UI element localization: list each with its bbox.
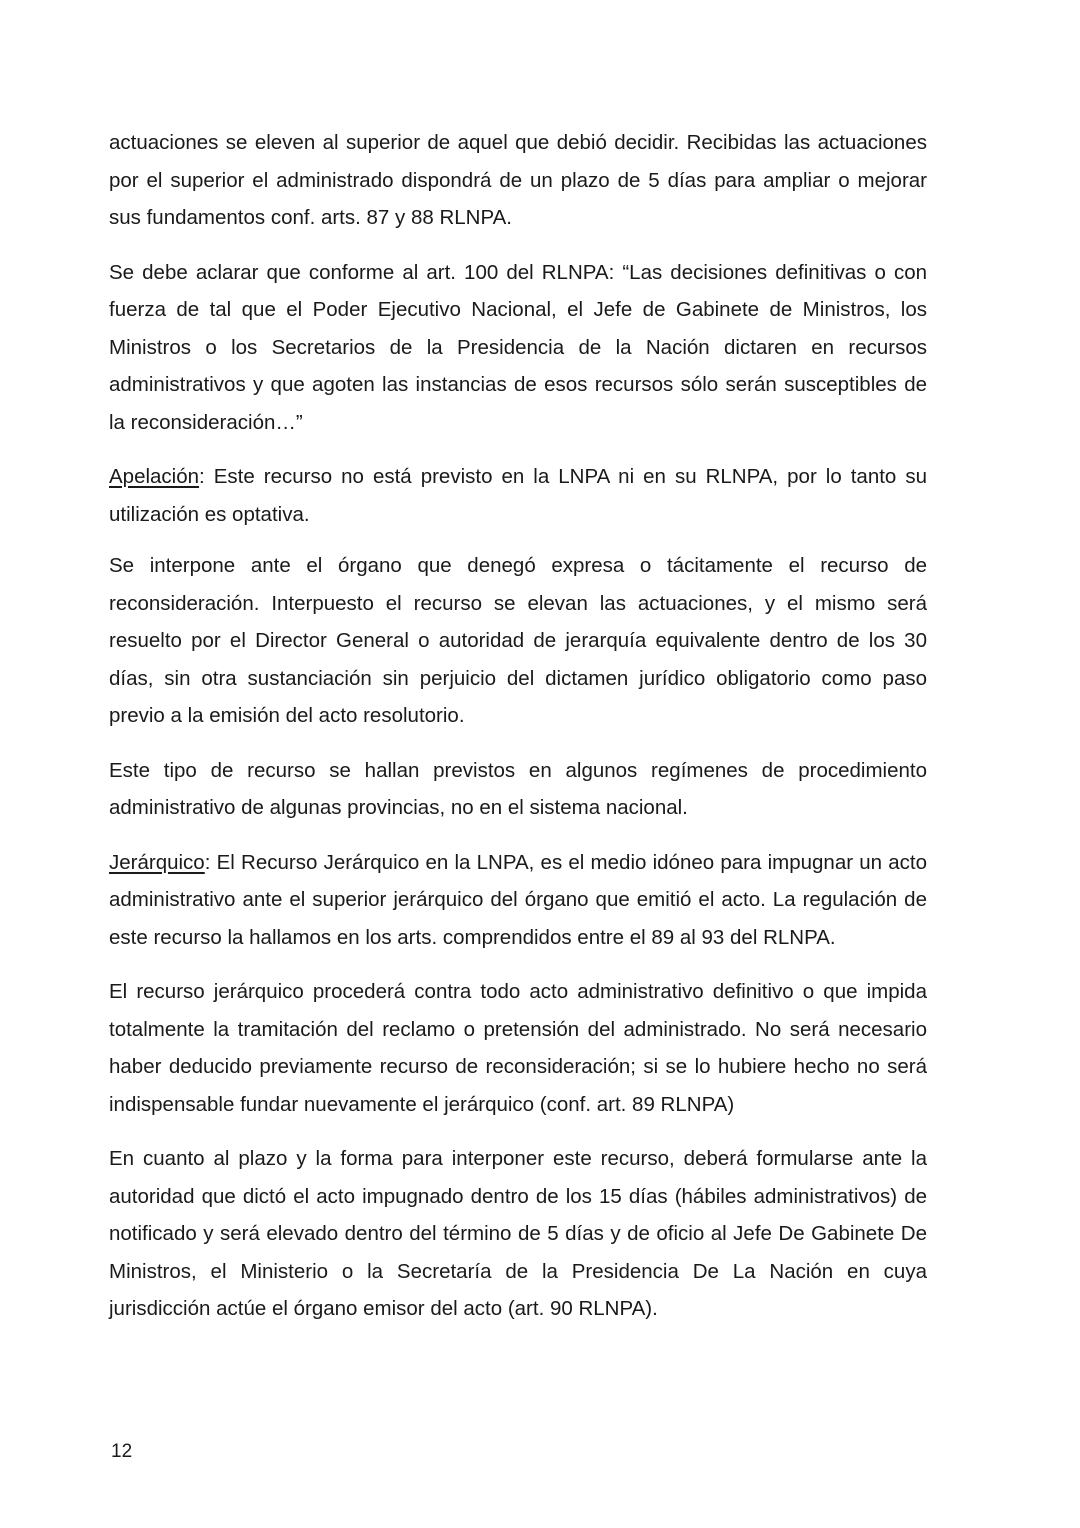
apelacion-heading: Apelación [109,465,200,488]
paragraph-jerarquico [109,844,927,957]
jerarquico-heading: Jerárquico [109,850,205,874]
apelacion-text: : Este recurso no está previsto en la LNPA ni en su RLNPA, por lo tanto su utilización es optativa. [109,465,927,526]
paragraph-recurso-jerarquico: El recurso jerárquico procederá contra todo acto administrativo definitivo o que impida totalmente la tramitación del reclamo o pretensión del administrado. No será necesario haber deducido previamente recurso de reconsideración; si se lo hubiere hecho no será indispensable fundar nuevamente el jerárquico (conf. art. 89 RLNPA) [109,980,927,1116]
paragraph-tipo-recurso: Este tipo de recurso se hallan previstos en algunos regímenes de procedimiento administrativo de algunas provincias, no en el sistema nacional. [109,758,927,819]
page-number: 12 [111,1441,133,1462]
jerarquico-text: : El Recurso Jerárquico en la LNPA, es el medio idóneo para impugnar un acto administrativo ante el superior jerárquico del órgano que emitió el acto. La regulación de este recurso la hallamos en los arts. comprendidos entre el 89 al 93 del RLNPA. [109,850,927,949]
paragraph-plazo-forma: En cuanto al plazo y la forma para interponer este recurso, deberá formularse ante la autoridad que dictó el acto impugnado dentro de los 15 días (hábiles administrativos) de notificado y será elevado dentro del término de 5 días y de oficio al Jefe De Gabinete De Ministros, el Ministerio o la Secretaría de la Presidencia De La Nación en cuya jurisdicción actúe el órgano emisor del acto (art. 90 RLNPA). [109,1147,927,1320]
paragraph-apelacion [109,458,927,533]
page-body [109,124,927,1345]
paragraph-actuaciones: actuaciones se eleven al superior de aquel que debió decidir. Recibidas las actuaciones por el superior el administrado dispondrá de un plazo de 5 días para ampliar o mejorar sus fundamentos conf. arts. 87 y 88 RLNPA. [109,131,927,229]
paragraph-interpone: Se interpone ante el órgano que denegó expresa o tácitamente el recurso de reconsideración. Interpuesto el recurso se elevan las actuaciones, y el mismo será resuelto por el Director General o autoridad de jerarquía equivalente dentro de los 30 días, sin otra sustanciación sin perjuicio del dictamen jurídico obligatorio como paso previo a la emisión del acto resolutorio. [109,554,927,727]
paragraph-art-100: Se debe aclarar que conforme al art. 100 del RLNPA: “Las decisiones definitivas o con fuerza de tal que el Poder Ejecutivo Nacional, el Jefe de Gabinete de Ministros, los Ministros o los Secretarios de la Presidencia de la Nación dictaren en recursos administrativos y que agoten las instancias de esos recursos sólo serán susceptibles de la reconsideración…” [109,260,927,434]
